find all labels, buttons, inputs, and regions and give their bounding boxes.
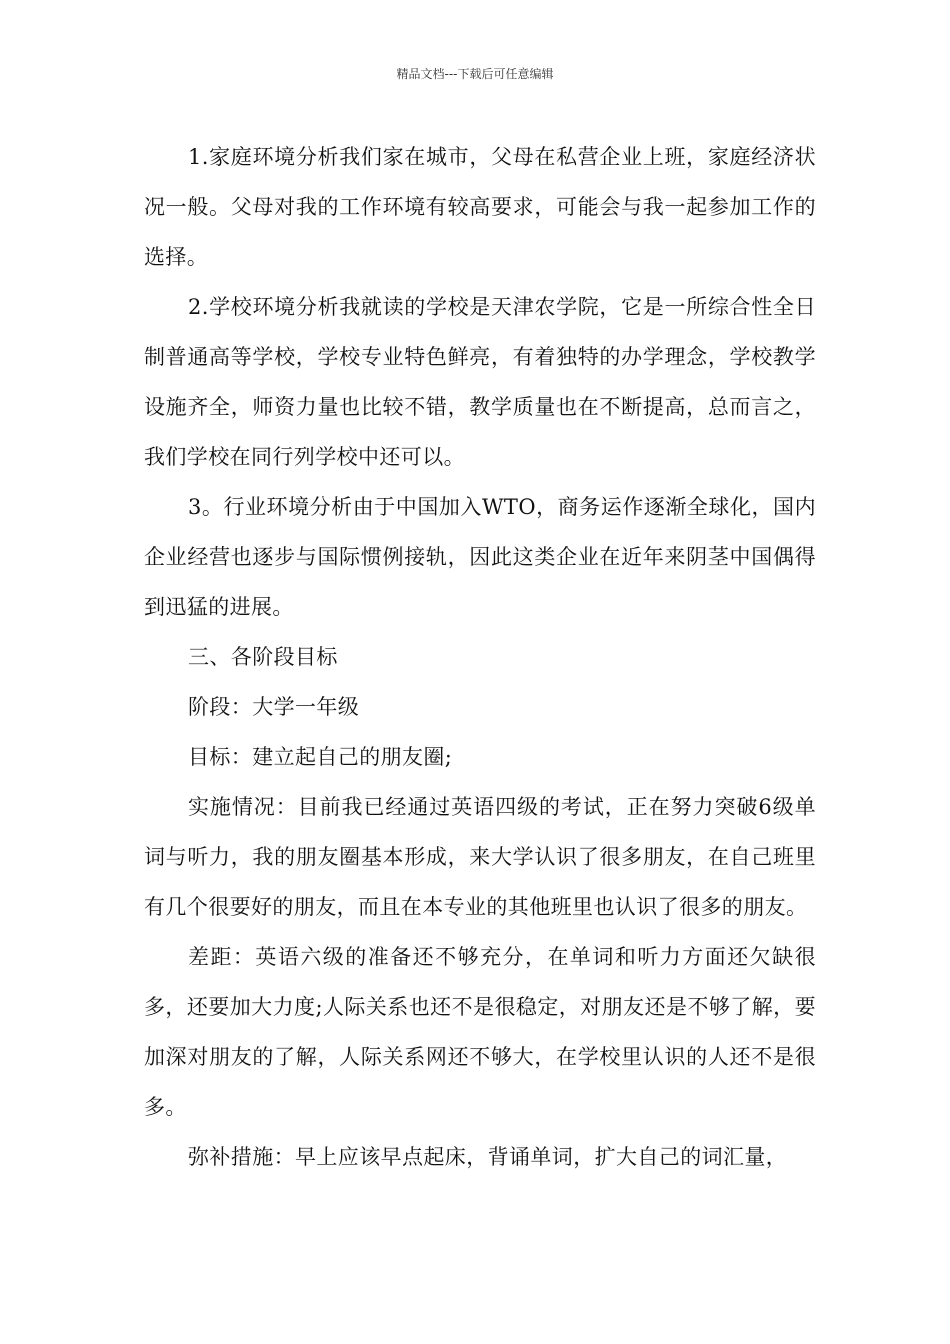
paragraph-gap: 差距：英语六级的准备还不够充分，在单词和听力方面还欠缺很多，还要加大力度;人际关系也还不是很稳定，对朋友还是不够了解，要加深对朋友的了解，人际关系网还不够大，在学校里认识的人还不是很多。 (144, 945, 816, 1119)
document-body (144, 132, 816, 1182)
paragraph-school-environment: 2.学校环境分析我就读的学校是天津农学院，它是一所综合性全日制普通高等学校，学校专业特色鲜亮，有着独特的办学理念，学校教学设施齐全，师资力量也比较不错，教学质量也在不断提高，总而言之，我们学校在同行列学校中还可以。 (144, 295, 816, 469)
paragraph-implementation: 实施情况：目前我已经通过英语四级的考试，正在努力突破6级单词与听力，我的朋友圈基本形成，来大学认识了很多朋友，在自己班里有几个很要好的朋友，而且在本专业的其他班里也认识了很多的朋友。 (144, 795, 816, 919)
paragraph-stage: 阶段：大学一年级 (188, 695, 360, 719)
page-header: 精品文档---下载后可任意编辑 (396, 67, 554, 81)
paragraph-family-environment: 1.家庭环境分析我们家在城市，父母在私营企业上班，家庭经济状况一般。父母对我的工作环境有较高要求，可能会与我一起参加工作的选择。 (144, 145, 816, 269)
paragraph-remedy: 弥补措施：早上应该早点起床，背诵单词，扩大自己的词汇量， (188, 1145, 788, 1169)
paragraph-industry-environment: 3。行业环境分析由于中国加入WTO，商务运作逐渐全球化，国内企业经营也逐步与国际惯例接轨，因此这类企业在近年来阴茎中国偶得到迅猛的进展。 (144, 495, 816, 619)
section-heading-stage-goals: 三、各阶段目标 (188, 645, 338, 669)
paragraph-goal: 目标：建立起自己的朋友圈; (188, 745, 453, 769)
